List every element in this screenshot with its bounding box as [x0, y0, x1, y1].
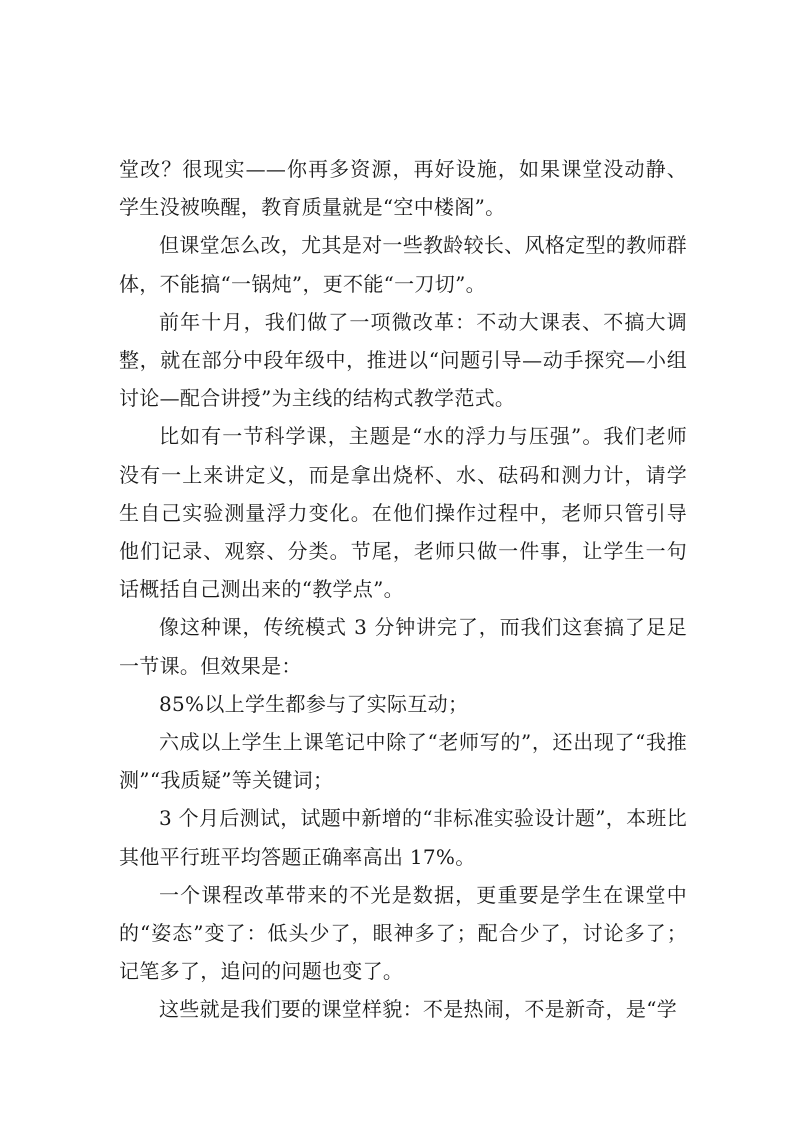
- document-body: [119, 150, 687, 1029]
- paragraph-5: 像这种课，传统模式 3 分钟讲完了，而我们这套搞了足足一节课。但效果是：: [119, 615, 687, 678]
- paragraph-7: 六成以上学生上课笔记中除了“老师写的”，还出现了“我推测”“我质疑”等关键词；: [119, 730, 687, 793]
- paragraph-4: 比如有一节科学课，主题是“水的浮力与压强”。我们老师没有一上来讲定义，而是拿出烧杯、水、砝码和测力计，请学生自己实验测量浮力变化。在他们操作过程中，老师只管引导他们记录、观察、分类。节尾，老师只做一件事，让学生一句话概括自己测出来的“教学点”。: [119, 424, 687, 602]
- paragraph-10: 这些就是我们要的课堂样貌：不是热闹，不是新奇，是“学: [159, 997, 678, 1022]
- paragraph-6: 85%以上学生都参与了实际互动；: [159, 691, 469, 716]
- paragraph-2: 但课堂怎么改，尤其是对一些教龄较长、风格定型的教师群体，不能搞“一锅炖”，更不能“一刀切”。: [119, 233, 687, 296]
- paragraph-1: 堂改？很现实——你再多资源，再好设施，如果课堂没动静、学生没被唤醒，教育质量就是“空中楼阁”。: [119, 157, 687, 220]
- paragraph-9: 一个课程改革带来的不光是数据，更重要是学生在课堂中的“姿态”变了：低头少了，眼神多了；配合少了，讨论多了；记笔多了，追问的问题也变了。: [119, 882, 687, 984]
- paragraph-3: 前年十月，我们做了一项微改革：不动大课表、不搞大调整，就在部分中段年级中，推进以“问题引导—动手探究—小组讨论—配合讲授”为主线的结构式教学范式。: [119, 309, 687, 411]
- paragraph-8: 3 个月后测试，试题中新增的“非标准实验设计题”，本班比其他平行班平均答题正确率高出 17%。: [119, 806, 687, 869]
